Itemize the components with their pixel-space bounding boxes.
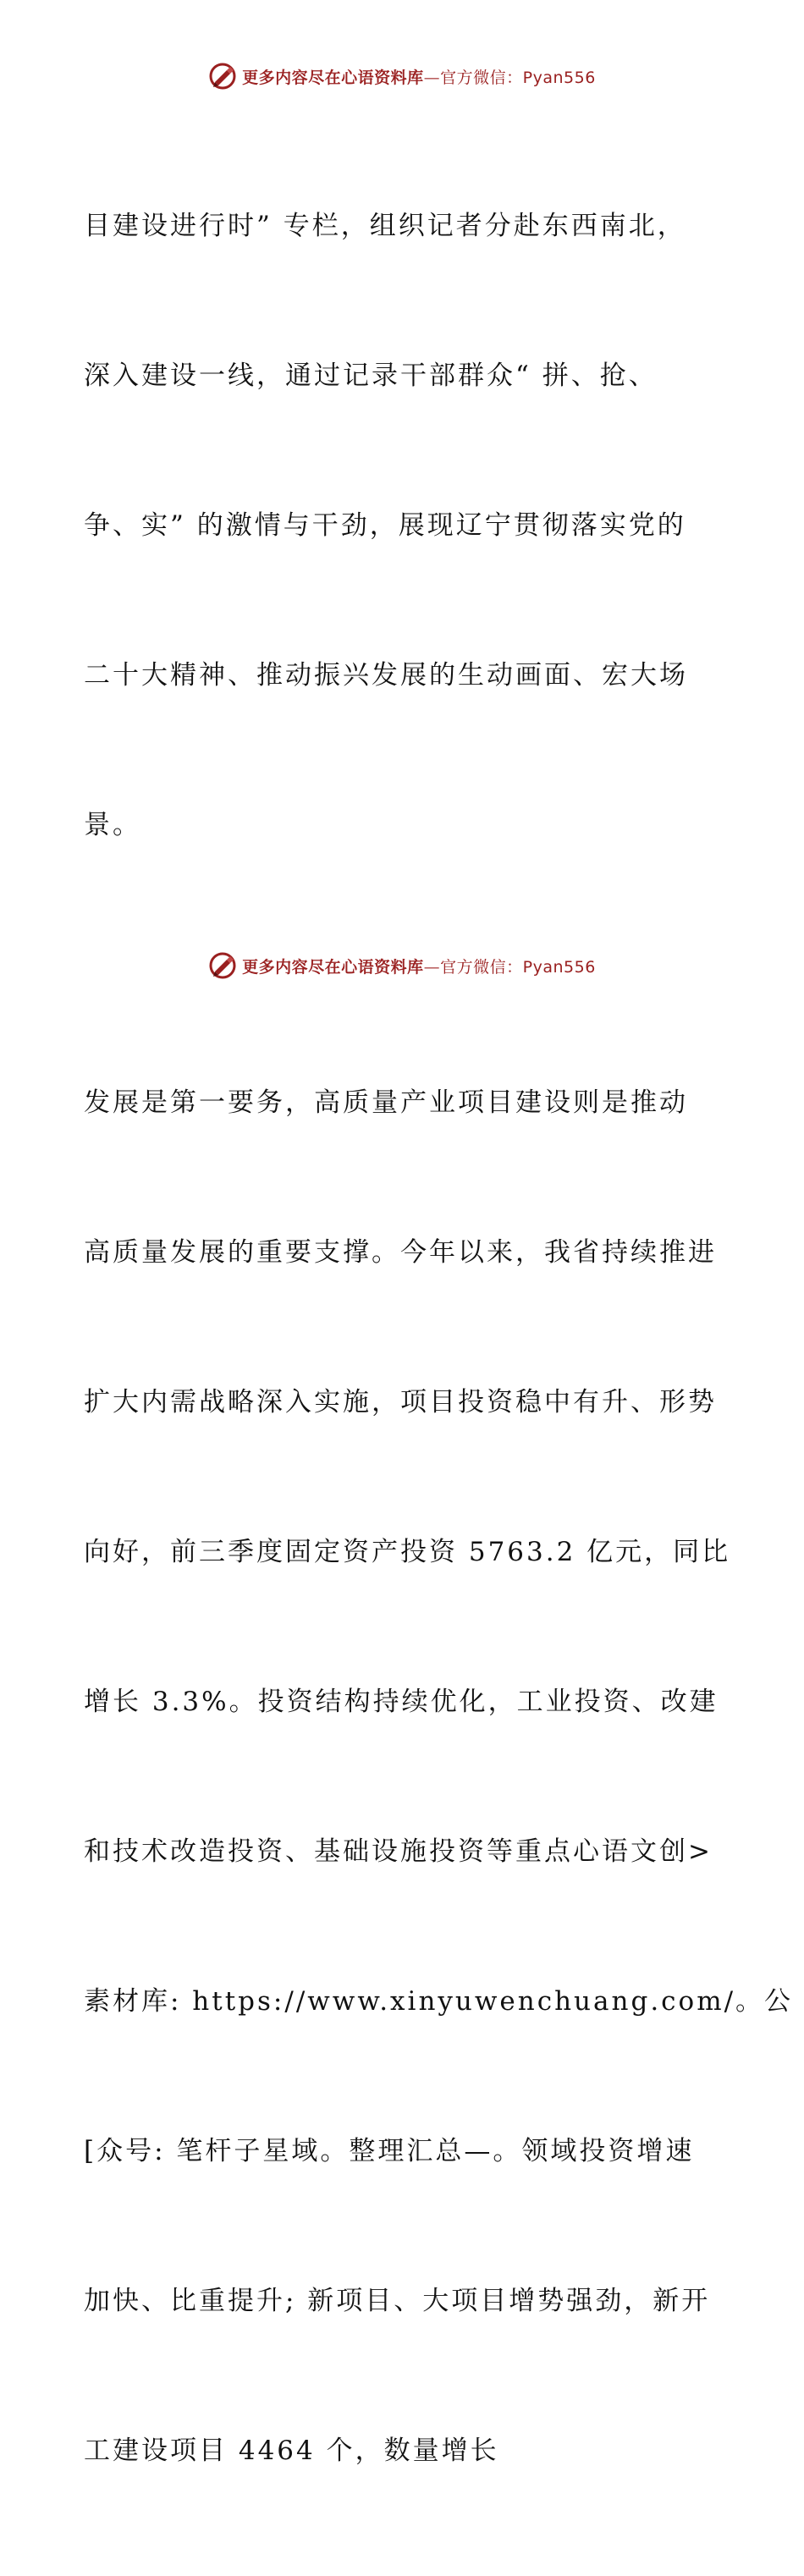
text-line: 二十大精神、推动振兴发展的生动画面、宏大场: [84, 660, 688, 691]
text-line: 目建设进行时” 专栏，组织记者分赴东西南北，: [84, 211, 686, 241]
header-banner-main: 更多内容尽在心语资料库: [242, 68, 424, 87]
pen-logo-icon: [208, 62, 237, 91]
text-line: 向好，前三季度固定资产投资 5763.2 亿元，同比: [84, 1537, 731, 1567]
text-line: [众号: 笔杆子星域。整理汇总—。领域投资增速: [84, 2136, 695, 2166]
text-line: 工建设项目 4464 个，数量增长: [84, 2436, 499, 2466]
text-line: 景。: [84, 810, 141, 840]
header-banner-text: [242, 65, 596, 88]
text-line: 发展是第一要务，高质量产业项目建设则是推动: [84, 1087, 688, 1118]
footer-banner-contact: 官方微信：Pyan556: [440, 957, 596, 977]
text-line: 争、实” 的激情与干劲，展现辽宁贯彻落实党的: [84, 510, 686, 541]
footer-banner: [0, 949, 804, 983]
text-line: 和技术改造投资、基础设施投资等重点心语文创>: [84, 1836, 713, 1867]
paragraph-2: [84, 978, 794, 2576]
pen-logo-icon: [208, 951, 237, 980]
text-line: 深入建设一线，通过记录干部群众“ 拼、抢、: [84, 361, 658, 391]
header-banner-contact: 官方微信：Pyan556: [440, 68, 596, 87]
text-line: 素材库: https://www.xinyuwenchuang.com/。公: [84, 1986, 794, 2017]
header-banner-separator: —: [423, 68, 441, 87]
footer-banner-text: [242, 955, 596, 977]
footer-banner-main: 更多内容尽在心语资料库: [242, 957, 424, 977]
text-line: 增长 3.3%。投资结构持续优化，工业投资、改建: [84, 1687, 719, 1717]
text-line: 高质量发展的重要支撑。今年以来，我省持续推进: [84, 1237, 717, 1268]
document-body: [84, 102, 794, 2576]
text-line: 扩大内需战略深入实施，项目投资稳中有升、形势: [84, 1387, 717, 1417]
paragraph-1: [84, 102, 727, 950]
text-line: 加快、比重提升; 新项目、大项目增势强劲，新开: [84, 2286, 711, 2316]
footer-banner-separator: —: [423, 957, 441, 977]
header-banner: [0, 59, 804, 93]
